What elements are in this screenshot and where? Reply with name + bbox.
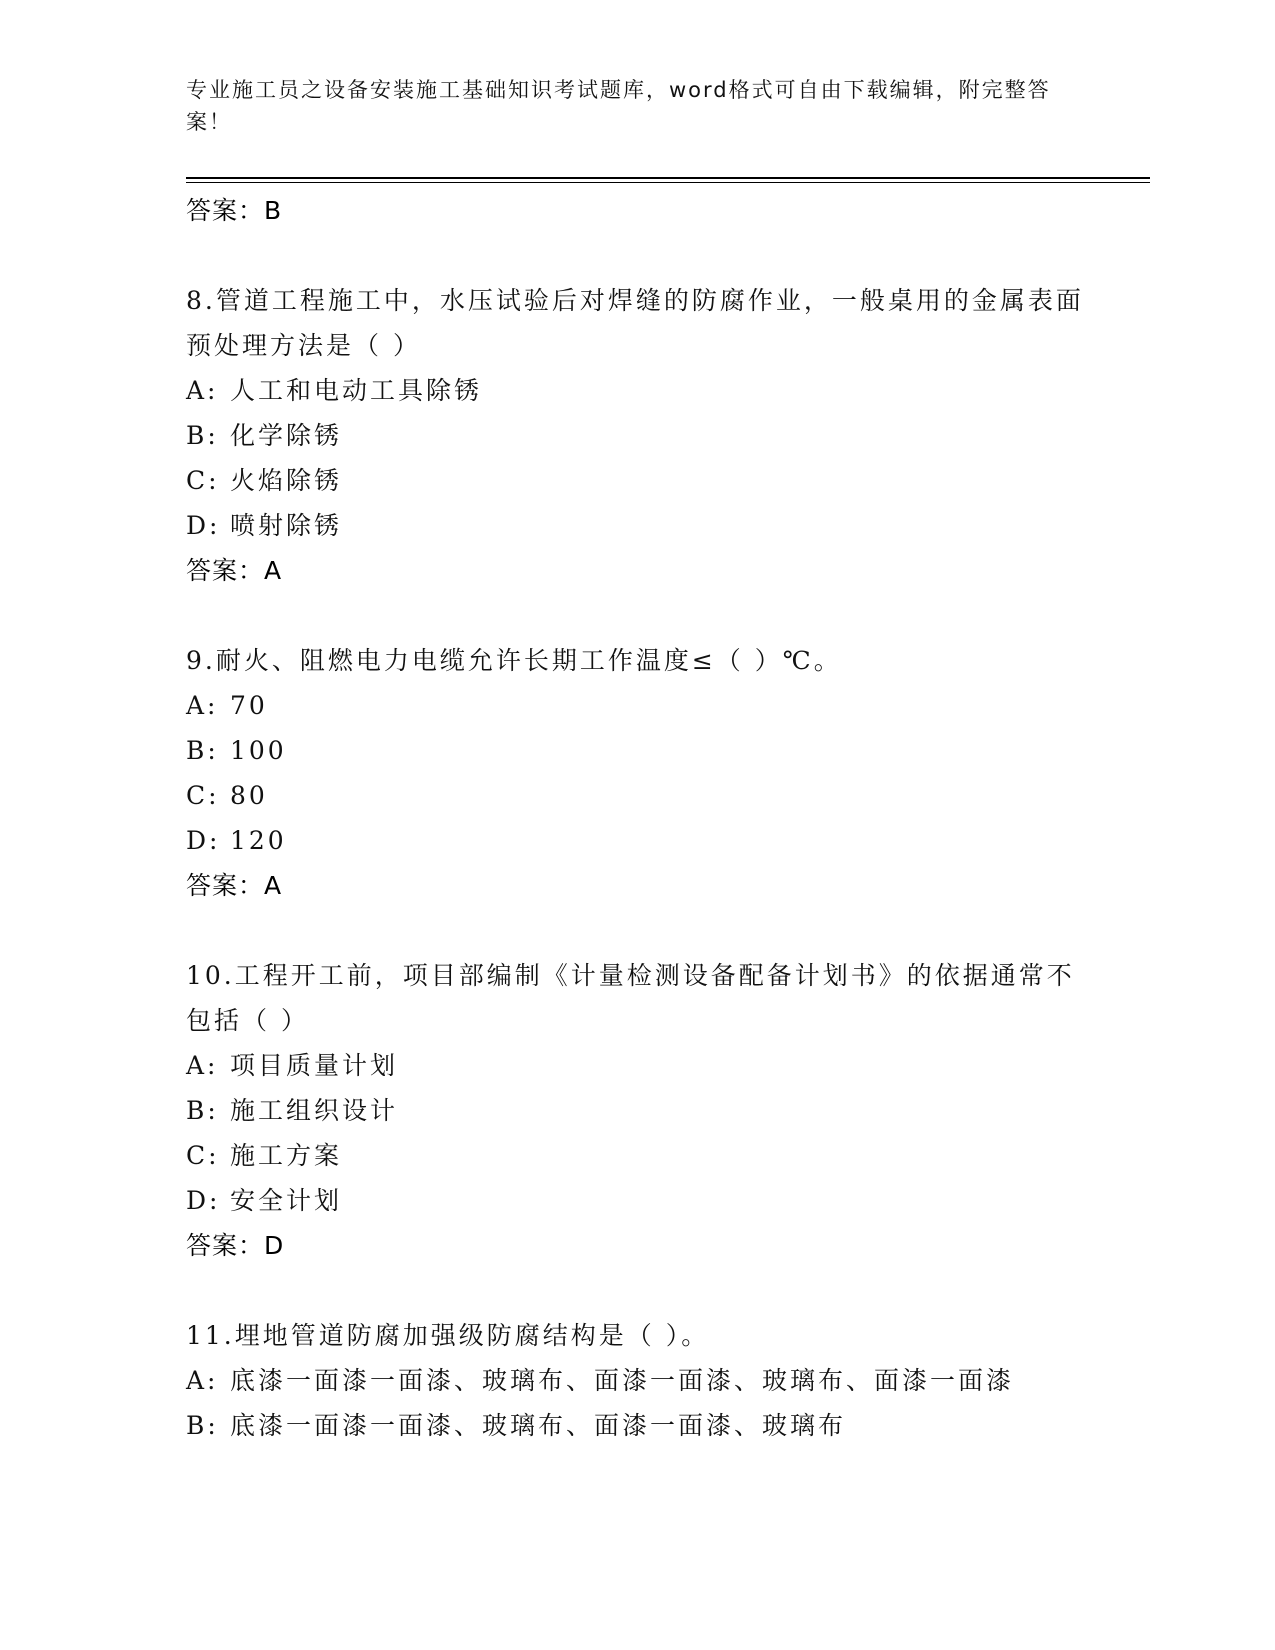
option-letter: C: <box>186 1141 220 1170</box>
option-d <box>186 1178 1086 1223</box>
option-d <box>186 818 1086 863</box>
option-text: 项目质量计划 <box>230 1051 399 1080</box>
option-a <box>186 1358 1086 1403</box>
question-text: 8.管道工程施工中，水压试验后对焊缝的防腐作业，一般桌用的金属表面预处理方法是（ ） <box>186 286 1084 360</box>
option-c <box>186 458 1086 503</box>
answer-line: 答案：A <box>186 871 283 900</box>
option-letter: B: <box>186 421 219 450</box>
header-rule-thick <box>186 177 1150 179</box>
option-letter: B: <box>186 1411 219 1440</box>
option-letter: D: <box>186 511 221 540</box>
option-text: 80 <box>230 781 268 810</box>
option-letter: C: <box>186 466 220 495</box>
option-text: 喷射除锈 <box>230 511 343 540</box>
option-b <box>186 1088 1086 1133</box>
answer-line: 答案：A <box>186 556 283 585</box>
question-8 <box>186 278 1086 594</box>
question-text: 9.耐火、阻燃电力电缆允许长期工作温度≤（ ）℃。 <box>186 646 842 675</box>
question-9 <box>186 638 1086 909</box>
option-a <box>186 683 1086 728</box>
option-letter: D: <box>186 1186 221 1215</box>
question-11 <box>186 1313 1086 1448</box>
option-c <box>186 773 1086 818</box>
option-text: 底漆一面漆一面漆、玻璃布、面漆一面漆、玻璃布 <box>230 1411 847 1440</box>
option-text: 人工和电动工具除锈 <box>230 376 483 405</box>
option-text: 底漆一面漆一面漆、玻璃布、面漆一面漆、玻璃布、面漆一面漆 <box>230 1366 1015 1395</box>
header-rule-thin <box>186 182 1150 183</box>
question-text: 10.工程开工前，项目部编制《计量检测设备配备计划书》的依据通常不包括（ ） <box>186 961 1075 1035</box>
answer-line: 答案：D <box>186 1231 285 1260</box>
question-list <box>186 188 1086 1448</box>
option-text: 120 <box>230 826 287 855</box>
document-header: 专业施工员之设备安装施工基础知识考试题库，word格式可自由下载编辑，附完整答案！ <box>186 78 1051 134</box>
option-text: 化学除锈 <box>230 421 343 450</box>
option-letter: B: <box>186 1096 219 1125</box>
option-letter: A: <box>186 691 219 720</box>
question-10 <box>186 953 1086 1269</box>
option-letter: A: <box>186 376 219 405</box>
option-d <box>186 503 1086 548</box>
option-letter: A: <box>186 1366 219 1395</box>
option-text: 70 <box>230 691 268 720</box>
question-text: 11.埋地管道防腐加强级防腐结构是（ ）。 <box>186 1321 710 1350</box>
option-letter: A: <box>186 1051 219 1080</box>
option-c <box>186 1133 1086 1178</box>
option-text: 火焰除锈 <box>230 466 343 495</box>
option-text: 100 <box>230 736 287 765</box>
option-letter: C: <box>186 781 220 810</box>
option-text: 施工方案 <box>230 1141 343 1170</box>
option-text: 施工组织设计 <box>230 1096 399 1125</box>
previous-answer: 答案：B <box>186 196 283 225</box>
option-a <box>186 1043 1086 1088</box>
option-text: 安全计划 <box>230 1186 343 1215</box>
option-b <box>186 1403 1086 1448</box>
option-letter: B: <box>186 736 219 765</box>
option-b <box>186 728 1086 773</box>
option-b <box>186 413 1086 458</box>
option-letter: D: <box>186 826 221 855</box>
option-a <box>186 368 1086 413</box>
